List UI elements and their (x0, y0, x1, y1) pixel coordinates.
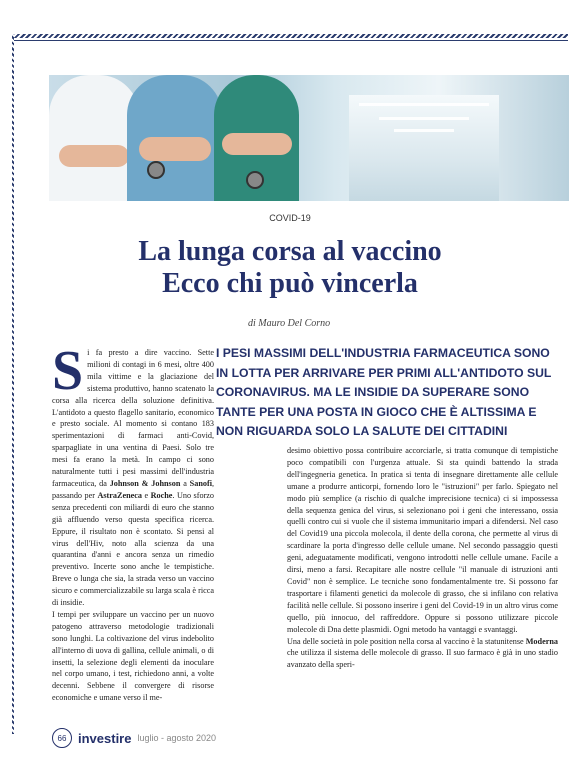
page-footer (52, 728, 216, 748)
lead-paragraph: I PESI MASSIMI DELL'INDUSTRIA FARMACEUTICA SONO IN LOTTA PER ARRIVARE PER PRIMI ALL'ANTIDOTO SUL CORONAVIRUS. MA LE INSIDIE DA SUPERARE SONO TANTE PER UNA POSTA IN GIOCO CHE È ALTISSIMA E NON RIGUARDA SOLO LA SALUTE DEI CITTADINI (216, 346, 552, 438)
right-paragraph-1: desimo obiettivo possa contribuire accorciarle, si tratta comunque di tempistiche poco compatibili con l'urgenza attuale. Si sta quindi battendo la strada dell'ingegneria genetica. In pratica si tenta di insegnare direttamente alle cellule umane a produrre anticorpi, fornendo loro le "istruzioni" per farlo. Spiegato nel modo più semplice (a rischio di qualche imprecisione tecnica) ci si impossessa della sequenza genica del virus, si selezionano poi i geni che interessano, ossia quelli contro cui si vuole che il sistema immunitario impari a difendersi. Nel caso del Covid19 una piccola molecola, il dente della corona, che permette al virus di scardinare la porta d'ingresso delle cellule umane. Nel secondo passaggio questi geni, adeguatamente modificati, vengono introdotti nelle cellule umane. Facile a dirsi, meno a farsi. Recapitare alle nostre cellule "il manuale di istruzioni anti Covid" non è semplice. Le tecniche sono fondamentalmente tre. Si possono far trasportare i filamenti genetici da molecole di grasso, che si infilano con relativa facilità nelle cellule. Si possono inserire i geni del Covid-19 in un altro virus come quello, più innocuo, del raffreddore. Oppure si possono utilizzare piccole molecole di Dna dette plasmidi. Ogni metodo ha vantaggi e svantaggi. (287, 446, 558, 634)
drop-cap: S (52, 340, 84, 402)
doctor-figure-3 (214, 75, 299, 201)
doctor-figure-1 (49, 75, 139, 201)
left-paragraph-2: I tempi per sviluppare un vaccino per un nuovo patogeno attraverso metodologie tradizionali sono lunghi. La coltivazione del virus indebolito all'interno di uova di gallina, cellule animali, o di insetti, la selezione degli elementi da inoculare nel corpo umano, i test, richiedono anni, a volte decenni. Sebbene il convergere di risorse economiche e umane verso il me- (52, 609, 214, 703)
hospital-corridor (349, 95, 499, 201)
title-line-2: Ecco chi può vincerla (162, 268, 418, 299)
page-number: 66 (52, 728, 72, 748)
doctor-figure-2 (127, 75, 222, 201)
byline: di Mauro Del Corno (248, 318, 331, 329)
left-column (52, 340, 215, 704)
hero-photo (49, 75, 569, 201)
article-title (0, 236, 580, 300)
top-decorative-rule (12, 34, 568, 38)
right-paragraph-2: Una delle società in pole position nella corsa al vaccino è la statunitense Moderna che utilizza il sistema delle molecole di grasso. Il suo farmaco è già in uno stadio avanzato della speri- (287, 636, 558, 670)
section-kicker: COVID-19 (269, 213, 311, 223)
right-column (287, 445, 558, 671)
top-thin-rule (12, 40, 568, 41)
magazine-brand: investire (78, 730, 132, 746)
issue-date: luglio - agosto 2020 (137, 733, 217, 743)
left-decorative-rule (12, 34, 14, 734)
title-line-1: La lunga corsa al vaccino (138, 236, 442, 267)
left-paragraph-1: Si fa presto a dire vaccino. Sette milioni di contagi in 6 mesi, oltre 400 mila vittime e la glaciazione del sistema produttivo, hanno scatenato la corsa alla ricerca della soluzione definitiva. L'antidoto a questo flagello sanitario, economico e presto sociale. Al momento si contano 183 sperimentazioni di farmaci anti-Covid, sparpagliate in una ventina di Paesi. Solo tre mesi fa erano la metà. In campo ci sono naturalmente tutti i pesi massimi dell'industria farmaceutica, da Johnson & Johnson a Sanofi, passando per AstraZeneca e Roche. Uno sforzo senza precedenti con miliardi di euro che stanno già affluendo verso questa specifica ricerca. Eppure, il risultato non è scontato. Si pensi al virus dell'Hiv, noto alla scienza da una quarantina d'anni e ancora senza un rimedio preventivo. Incerte sono anche le tempistiche. Breve o lunga che sia, la strada verso un vaccino sicuro e commercializzabile su larga scala è ricca di insidie. (52, 340, 215, 608)
